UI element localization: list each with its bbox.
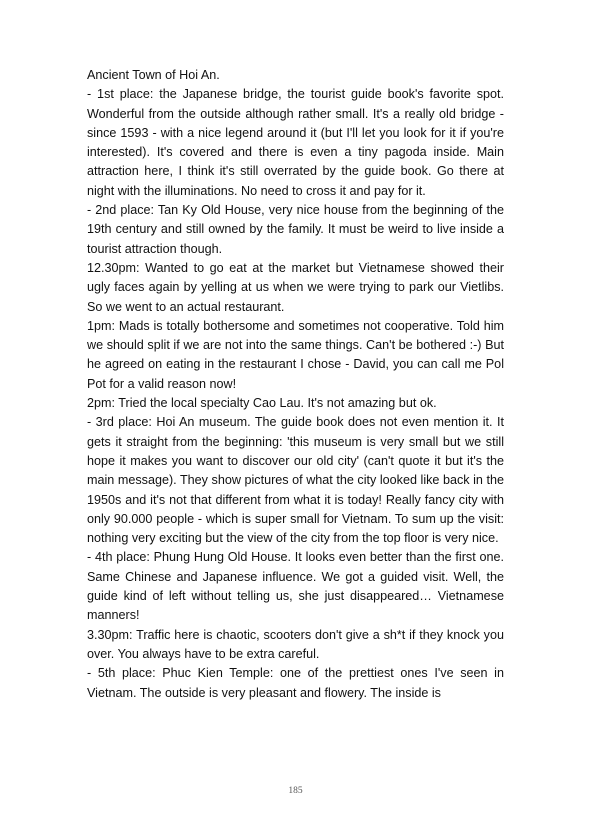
paragraph-1st-place: - 1st place: the Japanese bridge, the tourist guide book's favorite spot. Wonderful from the outside although rather small. It's a really old bridge - since 1593 - with a nice legend around it (but I'll let you look for it if you're interested). It's covered and there is even a tiny pagoda inside. Main attraction here, I think it's still overrated by the guide book. Go there at night with the illuminations. No need to cross it and pay for it.	[87, 87, 504, 198]
paragraph-1pm: 1pm: Mads is totally bothersome and sometimes not cooperative. Told him we should split if we are not into the same things. Can't be bothered :-) But he agreed on eating in the restaurant I chose - David, you can call me Pol Pot for a valid reason now!	[87, 318, 504, 391]
paragraph-4th-place: - 4th place: Phung Hung Old House. It looks even better than the first one. Same Chinese and Japanese influence. We got a guided visit. Well, the guide kind of left without telling us, she just disappeared… Vietnamese manners!	[87, 550, 504, 623]
paragraph-2pm: 2pm: Tried the local specialty Cao Lau. It's not amazing but ok.	[87, 396, 437, 411]
paragraph-5th-place: - 5th place: Phuc Kien Temple: one of the prettiest ones I've seen in Vietnam. The outside is very pleasant and flowery. The inside is	[87, 666, 504, 700]
body-text	[87, 66, 504, 703]
paragraph-3rd-place: - 3rd place: Hoi An museum. The guide book does not even mention it. It gets it straight from the beginning: 'this museum is very small but we still hope it makes you want to discover our old city' (can't quote it but it's the main message). They show pictures of what the city looked like back in the 1950s and it's not that different from what it is today! Really fancy city with only 90.000 people - which is super small for Vietnam. To sum up the visit: nothing very exciting but the view of the city from the top floor is very nice.	[87, 415, 504, 546]
paragraph-1230pm: 12.30pm: Wanted to go eat at the market but Vietnamese showed their ugly faces again by yelling at us when we were trying to park our Vietlibs. So we went to an actual restaurant.	[87, 260, 504, 314]
page-number: 185	[288, 786, 303, 796]
paragraph-330pm: 3.30pm: Traffic here is chaotic, scooters don't give a sh*t if they knock you over. You always have to be extra careful.	[87, 627, 504, 661]
heading-line: Ancient Town of Hoi An.	[87, 68, 220, 82]
paragraph-2nd-place: - 2nd place: Tan Ky Old House, very nice house from the beginning of the 19th century and still owned by the family. It must be weird to live inside a tourist attraction though.	[87, 203, 504, 256]
